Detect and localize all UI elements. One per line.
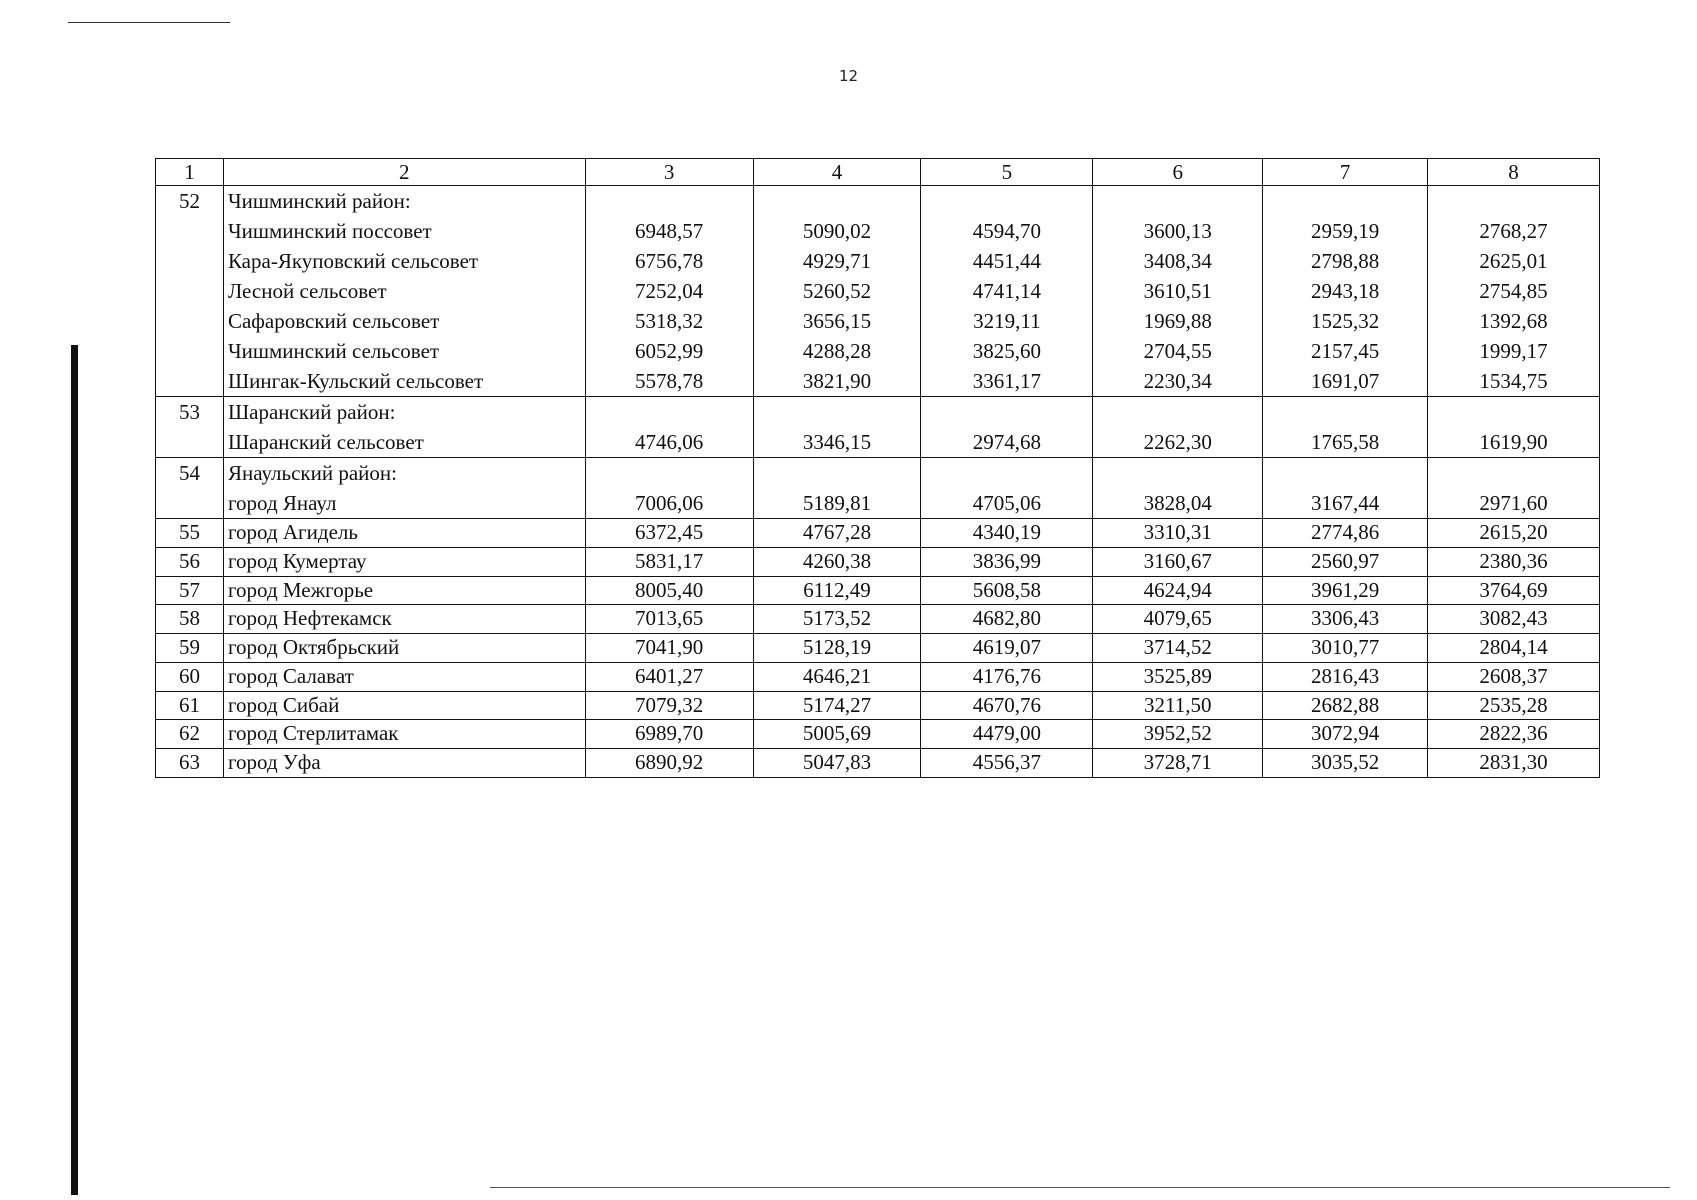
value-cell: 3361,17 bbox=[972, 369, 1041, 394]
value-cell: 4767,28 bbox=[753, 519, 921, 548]
value-cell: 4619,07 bbox=[921, 634, 1093, 663]
settlement-name: город Янаул bbox=[227, 491, 337, 516]
value-cell: 2831,30 bbox=[1428, 749, 1600, 778]
row-number: 57 bbox=[156, 576, 224, 605]
table-row bbox=[156, 720, 1600, 749]
value-cell: 2682,88 bbox=[1263, 691, 1428, 720]
value-cell: 5173,52 bbox=[753, 605, 921, 634]
value-cell: 6948,57 bbox=[634, 219, 704, 244]
heading-spacer bbox=[590, 397, 749, 427]
value-cell: 6890,92 bbox=[585, 749, 753, 778]
heading-spacer bbox=[1097, 397, 1258, 427]
value-cell: 3010,77 bbox=[1263, 634, 1428, 663]
value-cell: 7041,90 bbox=[585, 634, 753, 663]
value-cell: 5831,17 bbox=[585, 547, 753, 576]
value-cell: 2535,28 bbox=[1428, 691, 1600, 720]
group-row bbox=[156, 186, 1600, 397]
column-header: 4 bbox=[753, 159, 921, 186]
value-cell: 3160,67 bbox=[1093, 547, 1263, 576]
value-cell: 1999,17 bbox=[1479, 339, 1548, 364]
value-cell: 3764,69 bbox=[1428, 576, 1600, 605]
column-header: 6 bbox=[1093, 159, 1263, 186]
value-cell: 4741,14 bbox=[972, 279, 1041, 304]
value-cell: 2974,68 bbox=[972, 430, 1041, 455]
city-name: город Уфа bbox=[223, 749, 585, 778]
column-header: 8 bbox=[1428, 159, 1600, 186]
value-cell: 2230,34 bbox=[1143, 369, 1212, 394]
row-number: 55 bbox=[156, 519, 224, 548]
value-cell: 3525,89 bbox=[1093, 662, 1263, 691]
value-cell: 5128,19 bbox=[753, 634, 921, 663]
value-cell: 1691,07 bbox=[1310, 369, 1380, 394]
value-column-cell bbox=[585, 397, 753, 458]
city-name: город Нефтекамск bbox=[223, 605, 585, 634]
value-column-cell bbox=[585, 186, 753, 397]
value-cell: 2798,88 bbox=[1310, 249, 1380, 274]
value-cell: 4079,65 bbox=[1093, 605, 1263, 634]
table-row bbox=[156, 519, 1600, 548]
value-cell: 2704,55 bbox=[1143, 339, 1212, 364]
group-row bbox=[156, 458, 1600, 519]
table-row bbox=[156, 691, 1600, 720]
value-column-cell bbox=[1428, 186, 1600, 397]
value-cell: 3828,04 bbox=[1143, 491, 1212, 516]
value-column-cell bbox=[1093, 458, 1263, 519]
value-cell: 3610,51 bbox=[1143, 279, 1212, 304]
value-cell: 4479,00 bbox=[921, 720, 1093, 749]
value-cell: 2804,14 bbox=[1428, 634, 1600, 663]
value-cell: 3072,94 bbox=[1263, 720, 1428, 749]
value-cell: 4646,21 bbox=[753, 662, 921, 691]
value-cell: 5005,69 bbox=[753, 720, 921, 749]
data-table bbox=[155, 158, 1600, 778]
scan-artifact-bottom-line bbox=[490, 1187, 1670, 1188]
heading-spacer bbox=[1097, 186, 1258, 216]
value-cell: 3600,13 bbox=[1143, 219, 1212, 244]
value-cell: 2560,97 bbox=[1263, 547, 1428, 576]
table-row bbox=[156, 662, 1600, 691]
value-cell: 6372,45 bbox=[585, 519, 753, 548]
value-cell: 5318,32 bbox=[634, 309, 704, 334]
value-cell: 4746,06 bbox=[634, 430, 704, 455]
row-number: 59 bbox=[156, 634, 224, 663]
value-cell: 6112,49 bbox=[753, 576, 921, 605]
value-cell: 4451,44 bbox=[972, 249, 1041, 274]
value-cell: 5047,83 bbox=[753, 749, 921, 778]
district-heading: Янаульский район: bbox=[227, 461, 397, 486]
district-heading: Шаранский район: bbox=[227, 400, 396, 425]
table-row bbox=[156, 547, 1600, 576]
value-cell: 4705,06 bbox=[972, 491, 1041, 516]
heading-spacer bbox=[1097, 458, 1258, 488]
value-column-cell bbox=[585, 458, 753, 519]
value-cell: 5260,52 bbox=[802, 279, 872, 304]
column-header: 1 bbox=[156, 159, 224, 186]
value-column-cell bbox=[921, 186, 1093, 397]
value-cell: 4594,70 bbox=[972, 219, 1041, 244]
value-cell: 4288,28 bbox=[802, 339, 872, 364]
value-cell: 2157,45 bbox=[1310, 339, 1380, 364]
value-cell: 6052,99 bbox=[634, 339, 704, 364]
table-row bbox=[156, 605, 1600, 634]
scan-artifact-left-bar bbox=[71, 345, 78, 1195]
value-column-cell bbox=[1428, 397, 1600, 458]
value-cell: 7013,65 bbox=[585, 605, 753, 634]
scan-artifact-top-line bbox=[68, 22, 230, 23]
value-cell: 5608,58 bbox=[921, 576, 1093, 605]
value-cell: 3310,31 bbox=[1093, 519, 1263, 548]
value-cell: 3346,15 bbox=[802, 430, 872, 455]
value-cell: 3821,90 bbox=[802, 369, 872, 394]
settlement-name: Кара-Якуповский сельсовет bbox=[227, 249, 479, 274]
value-cell: 3035,52 bbox=[1263, 749, 1428, 778]
value-cell: 3167,44 bbox=[1310, 491, 1380, 516]
value-cell: 4176,76 bbox=[921, 662, 1093, 691]
row-number: 56 bbox=[156, 547, 224, 576]
value-cell: 3656,15 bbox=[802, 309, 872, 334]
value-cell: 1525,32 bbox=[1310, 309, 1380, 334]
value-cell: 3211,50 bbox=[1093, 691, 1263, 720]
value-column-cell bbox=[753, 186, 921, 397]
value-cell: 4556,37 bbox=[921, 749, 1093, 778]
heading-spacer bbox=[1267, 186, 1423, 216]
value-cell: 7006,06 bbox=[634, 491, 704, 516]
value-cell: 3408,34 bbox=[1143, 249, 1212, 274]
value-cell: 1765,58 bbox=[1310, 430, 1380, 455]
value-cell: 2971,60 bbox=[1479, 491, 1548, 516]
value-column-cell bbox=[921, 397, 1093, 458]
heading-spacer bbox=[925, 397, 1088, 427]
value-cell: 6401,27 bbox=[585, 662, 753, 691]
value-cell: 8005,40 bbox=[585, 576, 753, 605]
value-cell: 5174,27 bbox=[753, 691, 921, 720]
heading-spacer bbox=[1267, 458, 1423, 488]
value-cell: 3306,43 bbox=[1263, 605, 1428, 634]
row-number: 62 bbox=[156, 720, 224, 749]
heading-spacer bbox=[1432, 458, 1595, 488]
value-cell: 6989,70 bbox=[585, 720, 753, 749]
heading-spacer bbox=[758, 397, 917, 427]
table-row bbox=[156, 749, 1600, 778]
value-cell: 3952,52 bbox=[1093, 720, 1263, 749]
value-column-cell bbox=[753, 397, 921, 458]
settlement-name: Шингак-Кульский сельсовет bbox=[227, 369, 484, 394]
heading-spacer bbox=[590, 458, 749, 488]
settlement-name: Лесной сельсовет bbox=[227, 279, 387, 304]
row-number: 60 bbox=[156, 662, 224, 691]
heading-spacer bbox=[925, 186, 1088, 216]
value-column-cell bbox=[1093, 186, 1263, 397]
row-number: 52 bbox=[156, 186, 224, 397]
row-number: 53 bbox=[156, 397, 224, 458]
value-cell: 5578,78 bbox=[634, 369, 704, 394]
value-cell: 3825,60 bbox=[972, 339, 1041, 364]
group-row bbox=[156, 397, 1600, 458]
city-name: город Стерлитамак bbox=[223, 720, 585, 749]
value-cell: 3082,43 bbox=[1428, 605, 1600, 634]
settlement-name: Шаранский сельсовет bbox=[227, 430, 424, 455]
value-cell: 4260,38 bbox=[753, 547, 921, 576]
value-column-cell bbox=[1263, 458, 1428, 519]
value-cell: 4624,94 bbox=[1093, 576, 1263, 605]
column-header: 5 bbox=[921, 159, 1093, 186]
header-row bbox=[156, 159, 1600, 186]
value-column-cell bbox=[753, 458, 921, 519]
row-number: 61 bbox=[156, 691, 224, 720]
row-number: 58 bbox=[156, 605, 224, 634]
value-cell: 4670,76 bbox=[921, 691, 1093, 720]
value-cell: 1619,90 bbox=[1479, 430, 1548, 455]
table-row bbox=[156, 576, 1600, 605]
value-cell: 3961,29 bbox=[1263, 576, 1428, 605]
city-name: город Сибай bbox=[223, 691, 585, 720]
table-row bbox=[156, 634, 1600, 663]
column-header: 3 bbox=[585, 159, 753, 186]
value-cell: 2822,36 bbox=[1428, 720, 1600, 749]
row-number: 54 bbox=[156, 458, 224, 519]
heading-spacer bbox=[1432, 397, 1595, 427]
value-cell: 2768,27 bbox=[1479, 219, 1548, 244]
city-name: город Агидель bbox=[223, 519, 585, 548]
heading-spacer bbox=[1432, 186, 1595, 216]
value-column-cell bbox=[1263, 397, 1428, 458]
value-column-cell bbox=[1428, 458, 1600, 519]
value-cell: 3219,11 bbox=[973, 309, 1041, 334]
district-cell bbox=[223, 458, 585, 519]
value-cell: 1534,75 bbox=[1479, 369, 1548, 394]
district-cell bbox=[223, 186, 585, 397]
settlement-name: Сафаровский сельсовет bbox=[227, 309, 440, 334]
value-cell: 3836,99 bbox=[921, 547, 1093, 576]
value-cell: 4682,80 bbox=[921, 605, 1093, 634]
heading-spacer bbox=[758, 458, 917, 488]
page-number: 12 bbox=[838, 67, 859, 85]
city-name: город Октябрьский bbox=[223, 634, 585, 663]
city-name: город Салават bbox=[223, 662, 585, 691]
value-cell: 2816,43 bbox=[1263, 662, 1428, 691]
heading-spacer bbox=[758, 186, 917, 216]
value-cell: 2943,18 bbox=[1310, 279, 1380, 304]
value-cell: 4929,71 bbox=[802, 249, 872, 274]
settlement-name: Чишминский поссовет bbox=[227, 219, 432, 244]
value-cell: 1392,68 bbox=[1479, 309, 1548, 334]
value-cell: 1969,88 bbox=[1143, 309, 1212, 334]
value-cell: 6756,78 bbox=[634, 249, 704, 274]
heading-spacer bbox=[590, 186, 749, 216]
district-heading: Чишминский район: bbox=[227, 189, 411, 214]
value-cell: 7079,32 bbox=[585, 691, 753, 720]
column-header: 2 bbox=[223, 159, 585, 186]
row-number: 63 bbox=[156, 749, 224, 778]
value-cell: 7252,04 bbox=[634, 279, 704, 304]
settlement-name: Чишминский сельсовет bbox=[227, 339, 440, 364]
value-column-cell bbox=[1263, 186, 1428, 397]
value-column-cell bbox=[921, 458, 1093, 519]
value-cell: 3714,52 bbox=[1093, 634, 1263, 663]
value-cell: 5090,02 bbox=[802, 219, 872, 244]
column-header: 7 bbox=[1263, 159, 1428, 186]
district-cell bbox=[223, 397, 585, 458]
city-name: город Кумертау bbox=[223, 547, 585, 576]
heading-spacer bbox=[925, 458, 1088, 488]
value-cell: 2959,19 bbox=[1310, 219, 1380, 244]
value-cell: 2608,37 bbox=[1428, 662, 1600, 691]
value-column-cell bbox=[1093, 397, 1263, 458]
value-cell: 2615,20 bbox=[1428, 519, 1600, 548]
value-cell: 2774,86 bbox=[1263, 519, 1428, 548]
value-cell: 3728,71 bbox=[1093, 749, 1263, 778]
value-cell: 2625,01 bbox=[1479, 249, 1548, 274]
heading-spacer bbox=[1267, 397, 1423, 427]
city-name: город Межгорье bbox=[223, 576, 585, 605]
value-cell: 4340,19 bbox=[921, 519, 1093, 548]
value-cell: 2380,36 bbox=[1428, 547, 1600, 576]
value-cell: 2754,85 bbox=[1479, 279, 1548, 304]
value-cell: 5189,81 bbox=[802, 491, 872, 516]
value-cell: 2262,30 bbox=[1143, 430, 1212, 455]
